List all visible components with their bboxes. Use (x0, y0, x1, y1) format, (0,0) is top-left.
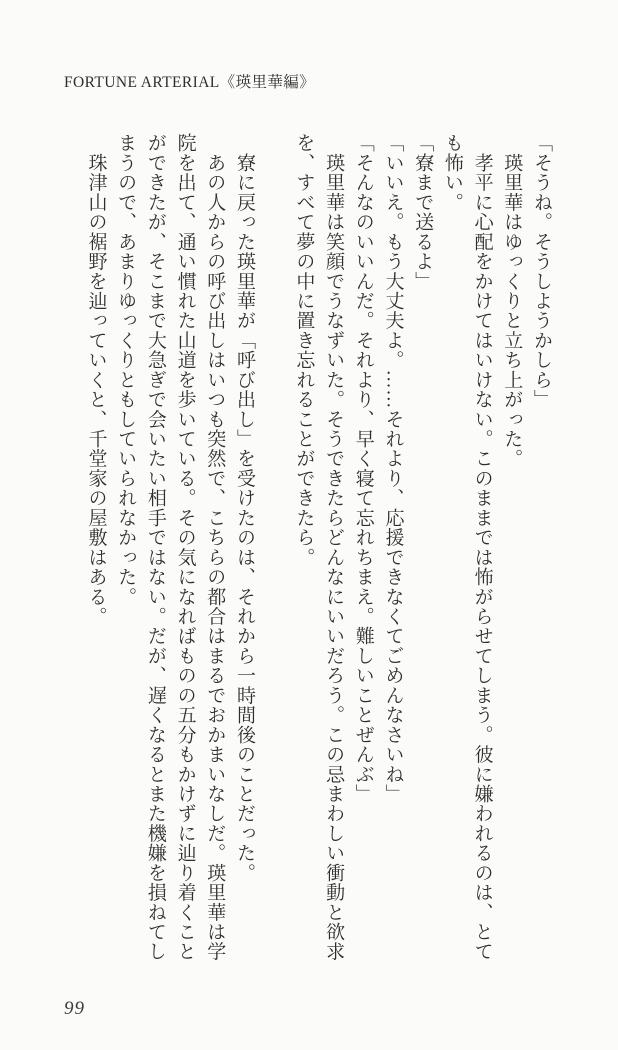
text-column: 「いいえ。もう大丈夫よ。……それより、応援できなくてごめんなさいね」 (382, 133, 404, 804)
text-column: 院を出て、通い慣れた山道を歩いている。その気になればものの五分もかけずに辿り着くこと (174, 133, 196, 962)
text-column: あの人からの呼び出しはいつも突然で、こちらの都合はまるでおかまいなしだ。瑛里華は学 (204, 133, 226, 962)
text-column: まうので、あまりゆっくりともしていられなかった。 (115, 133, 137, 607)
text-column: ができたが、そこまで大急ぎで会いたい相手ではない。だが、遅くなるとまた機嫌を損ねてし (144, 133, 166, 962)
text-column: 瑛里華は笑顔でうなずいた。そうできたらどんなにいいだろう。この忌まわしい衝動と欲求 (323, 133, 345, 962)
text-column: も怖い。 (441, 133, 463, 212)
text-column: 瑛里華はゆっくりと立ち上がった。 (501, 133, 523, 469)
text-column: 「寮まで送るよ」 (412, 133, 434, 291)
text-column: 「そうね。そうしようかしら」 (531, 133, 552, 410)
running-header: FORTUNE ARTERIAL《瑛里華編》 (64, 74, 316, 91)
text-column: 珠津山の裾野を辿っていくと、千堂家の屋敷はある。 (85, 133, 107, 626)
text-column: 寮に戻った瑛里華が「呼び出し」を受けたのは、それから一時間後のことだった。 (233, 133, 255, 883)
text-column: 「そんなのいいんだ。それより、早く寝て忘れちまえ。難しいことぜんぶ」 (352, 133, 374, 804)
text-column: を、すべて夢の中に置き忘れることができたら。 (293, 133, 315, 567)
page-number: 99 (64, 998, 85, 1019)
text-column: 孝平に心配をかけてはいけない。このままでは怖がらせてしまう。彼に嫌われるのは、とて (471, 133, 493, 962)
vertical-text (81, 133, 556, 969)
text-column (259, 133, 289, 969)
